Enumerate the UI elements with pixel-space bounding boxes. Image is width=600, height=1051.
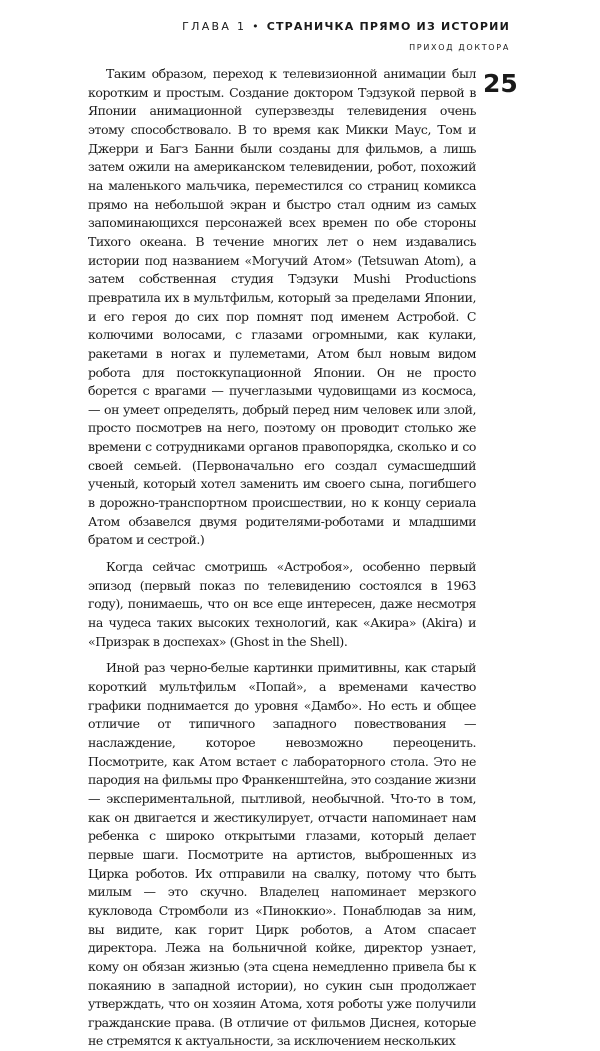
body-text — [88, 65, 476, 1051]
chapter-title: СТРАНИЧКА ПРЯМО ИЗ ИСТОРИИ — [266, 20, 510, 33]
paragraph: Иной раз черно-белые картинки примитивны, как старый короткий мультфильм «Попай», а временами качество графики поднимается до уровня «Дамбо». Но есть и общее отличие от типичного западного повествования — наслаждение, которое невозможно переоценить. Посмотрите, как Атом встает с лабораторного стола. Это не пародия на фильмы про Франкенштейна, это создание жизни — экспериментальной, пытливой, необычной. Что-то в том, как он двигается и жестикулирует, отчасти напоминает нам ребенка с широко открытыми глазами, который делает первые шаги. Посмотрите на артистов, выброшенных из Цирка роботов. Их отправили на свалку, потому что быть милым — это скучно. Владелец напоминает мерзкого кукловода Стромболи из «Пиноккио». Понаблюдав за ним, вы видите, как горит Цирк роботов, а Атом спасает директора. Лежа на больничной койке, директор узнает, кому он обязан жизнью (эта сцена немедленно привела бы к покаянию в западной истории), но сукин сын продолжает утверждать, что он хозяин Атома, хотя роботы уже получили гражданские права. (В отличие от фильмов Диснея, которые не стремятся к актуальности, за исключением нескольких — [88, 660, 476, 1049]
page-number: 25 — [483, 69, 518, 98]
chapter-label: ГЛАВА 1 • — [182, 20, 261, 33]
running-header — [182, 20, 510, 52]
chapter-header — [182, 20, 510, 34]
section-title: ПРИХОД ДОКТОРА — [409, 43, 510, 52]
paragraph: Таким образом, переход к телевизионной анимации был коротким и простым. Создание доктором Тэдзукой первой в Японии анимационной суперзвезды телевидения очень этому способствовало. В то время как Микки Маус, Том и Джерри и Багз Банни были созданы для фильмов, а лишь затем ожили на американском телевидении, робот, похожий на маленького мальчика, переместился со страниц комикса прямо на небольшой экран и быстро стал одним из самых запоминающихся персонажей всех времен по обе стороны Тихого океана. В течение многих лет о нем издавались истории под названием «Могучий Атом» (Tetsuwan Atom), а затем собственная студия Тэдзуки Mushi Productions превратила их в мультфильм, который за пределами Японии, и его героя до сих пор помнят под именем Астробой. С колючими волосами, с глазами огромными, как кулаки, ракетами в ногах и пулеметами, Атом был новым видом робота для постоккупационной Японии. Он не просто борется с врагами — пучеглазыми чудовищами из космоса, — он умеет определять, добрый перед ним человек или злой, просто посмотрев на него, поэтому он проводит столько же времени с сотрудниками органов правопорядка, сколько и со своей семьей. (Первоначально его создал сумасшедший ученый, который хотел заменить им своего сына, погибшего в дорожно-транспортном происшествии, но к концу сериала Атом обзавелся двумя родителями-роботами и младшими братом и сестрой.) — [88, 66, 476, 548]
paragraph: Когда сейчас смотришь «Астробоя», особенно первый эпизод (первый показ по телевидению состоялся в 1963 году), понимаешь, что он все еще интересен, даже несмотря на чудеса таких высоких технологий, как «Акира» (Akira) и «Призрак в доспехах» (Ghost in the Shell). — [88, 559, 476, 649]
